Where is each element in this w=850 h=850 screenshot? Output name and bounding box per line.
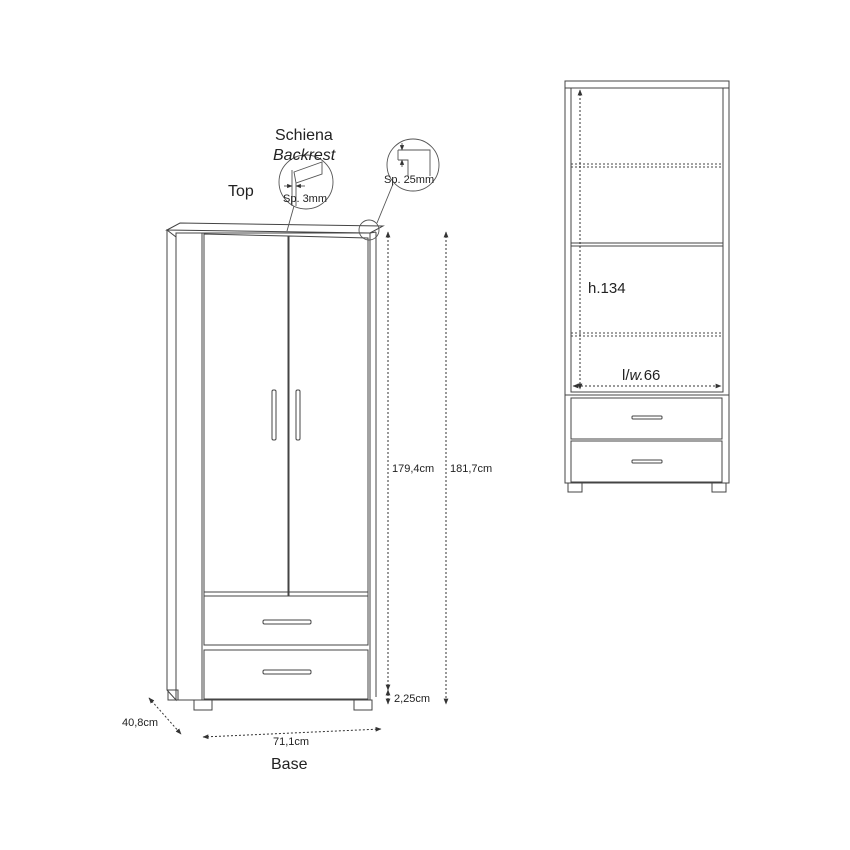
interior-lower-drawer — [571, 441, 722, 482]
total-height-label: 181,7cm — [450, 463, 493, 475]
backrest-label: Backrest — [273, 147, 336, 164]
inner-width-label — [622, 367, 660, 384]
adjustable-shelves — [571, 164, 723, 336]
inner-width-value: 66 — [643, 367, 661, 384]
interior-lower-drawer-handle — [632, 460, 662, 463]
interior-opening — [571, 88, 723, 392]
top-panel — [167, 223, 383, 233]
schiena-label: Schiena — [275, 127, 333, 144]
foot-front-left — [194, 700, 212, 710]
depth-label: 40,8cm — [122, 717, 159, 729]
inner-height-value: 134 — [600, 280, 626, 297]
backrest-thickness-label: Sp. 3mm — [283, 193, 328, 205]
interior-top-panel — [565, 81, 729, 88]
top-label: Top — [228, 183, 254, 200]
interior-foot-right — [712, 483, 726, 492]
feet-height-label: 2,25cm — [394, 693, 431, 705]
body-height-label: 179,4cm — [392, 463, 435, 475]
wardrobe-front-view — [167, 223, 383, 710]
base-label: Base — [271, 756, 308, 773]
foot-front-right — [354, 700, 372, 710]
side-panel — [167, 230, 176, 700]
inner-height-prefix: h. — [588, 280, 601, 297]
cabinet-body — [176, 233, 370, 700]
inner-height-label — [588, 280, 626, 297]
top-thickness-label: Sp. 25mm — [384, 174, 435, 186]
top-detail-callout — [359, 139, 439, 240]
inner-width-l: l/ — [622, 367, 630, 384]
interior-dimension-lines — [573, 90, 721, 389]
interior-upper-drawer-handle — [632, 416, 662, 419]
width-label: 71,1cm — [273, 736, 310, 748]
interior-foot-left — [568, 483, 582, 492]
inner-width-w: w. — [629, 367, 644, 384]
